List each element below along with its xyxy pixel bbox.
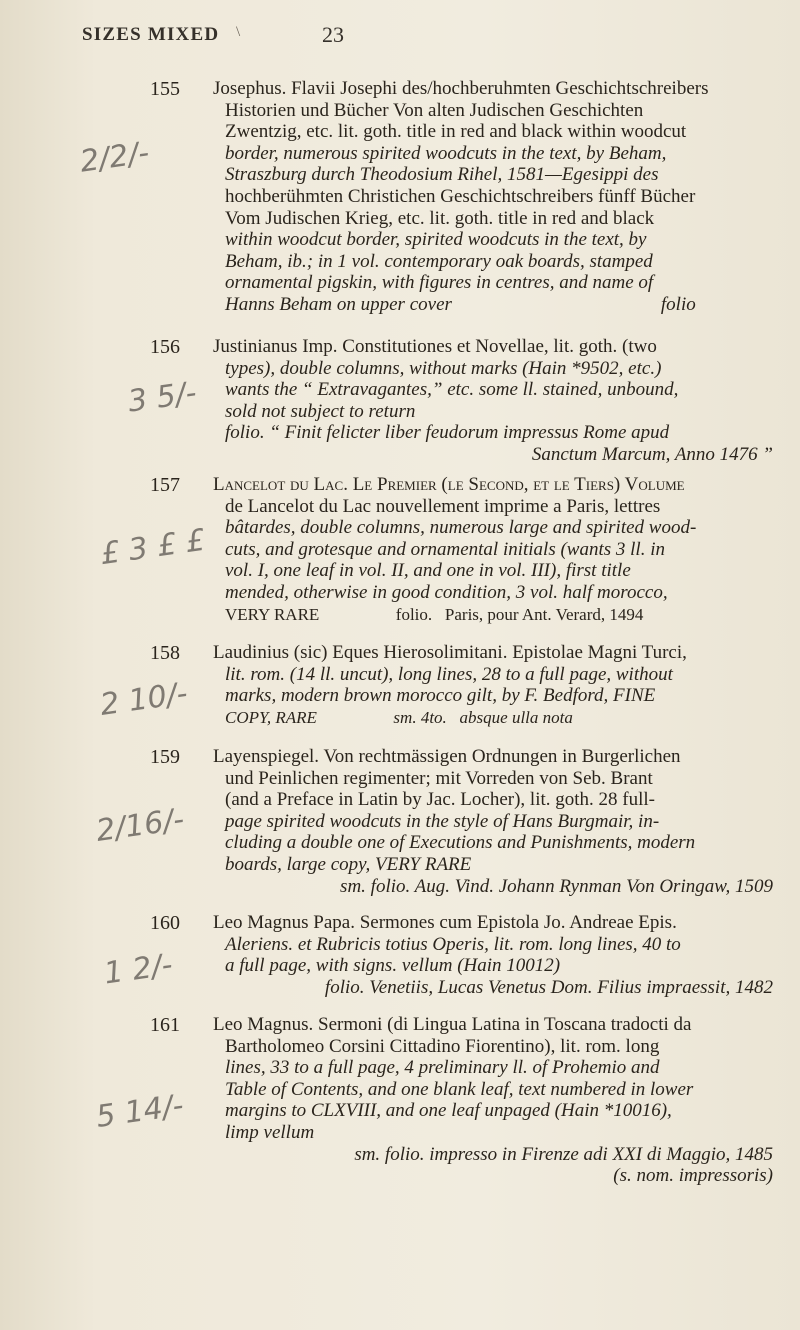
lot-line: (s. nom. impressoris) <box>613 1165 773 1187</box>
lot-description <box>213 1014 785 1187</box>
lot-line: border, numerous spirited woodcuts in the text, by Beham, <box>225 142 667 164</box>
lot-line: marks, modern brown morocco gilt, by F. Bedford, FINE <box>225 685 656 707</box>
lot-line: und Peinlichen regimenter; mit Vorreden von Seb. Brant <box>225 767 653 789</box>
lot-line: within woodcut border, spirited woodcuts in the text, by <box>225 229 647 251</box>
lot-line: folio. “ Finit felicter liber feudorum impressus Rome apud <box>225 422 670 444</box>
lot-line: mended, otherwise in good condition, 3 vol. half morocco, <box>225 581 668 603</box>
lot-line: sold not subject to return <box>225 400 416 422</box>
lot-line: Josephus. Flavii Josephi des/hochberuhmten Geschichtschreibers <box>213 78 709 99</box>
lot-number: 159 <box>150 746 180 768</box>
lot-number: 156 <box>150 336 180 358</box>
lot-line: boards, large copy, VERY RARE <box>225 853 472 875</box>
lot-line: margins to CLXVIII, and one leaf unpaged (Hain *10016), <box>225 1100 672 1122</box>
lot-description <box>213 642 785 728</box>
lot-line: Leo Magnus Papa. Sermones cum Epistola Jo. Andreae Epis. <box>213 912 677 933</box>
lot-number: 158 <box>150 642 180 664</box>
lot-line: Beham, ib.; in 1 vol. contemporary oak boards, stamped <box>225 250 653 272</box>
lot-description <box>213 78 785 316</box>
lot-line: Table of Contents, and one blank leaf, text numbered in lower <box>225 1078 694 1100</box>
lot-line: vol. I, one leaf in vol. II, and one in vol. III), first title <box>225 560 631 582</box>
lot-line: Straszburg durch Theodosium Rihel, 1581—Egesippi des <box>225 164 659 186</box>
lot-number: 157 <box>150 474 180 496</box>
lot-line: cuts, and grotesque and ornamental initials (wants 3 ll. in <box>225 538 665 560</box>
lot-line: Hanns Beham on upper cover folio <box>225 293 696 315</box>
pencil-price-annotation: £ 3 £ £ <box>98 522 207 573</box>
lot-line: sm. folio. impresso in Firenze adi XXI di Maggio, 1485 <box>354 1143 773 1165</box>
lot-line: hochberühmten Christichen Geschichtschreibers fünff Bücher <box>225 185 696 207</box>
lot-line: ornamental pigskin, with figures in centres, and name of <box>225 272 654 294</box>
lot-number: 155 <box>150 78 180 100</box>
header-mark: \ <box>236 24 241 40</box>
lot-line: lines, 33 to a full page, 4 preliminary ll. of Prohemio and <box>225 1057 660 1079</box>
lot-description <box>213 474 785 625</box>
lot-line: cluding a double one of Executions and Punishments, modern <box>225 832 696 854</box>
lot-line: Leo Magnus. Sermoni (di Lingua Latina in Toscana tradocti da <box>213 1014 692 1035</box>
lot-description <box>213 336 785 466</box>
lot-line: VERY RARE folio. Paris, pour Ant. Verard, 1494 <box>225 604 644 624</box>
page-header <box>0 12 800 52</box>
page-number: 23 <box>322 22 344 47</box>
lot-line: Vom Judischen Krieg, etc. lit. goth. title in red and black <box>225 207 655 229</box>
lot-line: de Lancelot du Lac nouvellement imprime a Paris, lettres <box>225 495 661 517</box>
pencil-price-annotation: 2/16/- <box>93 802 187 849</box>
lot-line: Historien und Bücher Von alten Judischen Geschichten <box>225 99 644 121</box>
lot-line: Laudinius (sic) Eques Hierosolimitani. Epistolae Magni Turci, <box>213 642 687 663</box>
lot-description <box>213 746 785 897</box>
lot-line: lit. rom. (14 ll. uncut), long lines, 28 to a full page, without <box>225 663 673 685</box>
lot-number: 160 <box>150 912 180 934</box>
lot-line: a full page, with signs. vellum (Hain 10012) <box>225 955 561 977</box>
pencil-price-annotation: 2/2/- <box>77 135 152 180</box>
lot-line: Sanctum Marcum, Anno 1476 ” <box>531 443 773 465</box>
lot-line: Aleriens. et Rubricis totius Operis, lit. rom. long lines, 40 to <box>225 933 681 955</box>
lot-line: Justinianus Imp. Constitutiones et Novellae, lit. goth. (two <box>213 336 657 357</box>
pencil-price-annotation: 3 5/- <box>125 375 199 420</box>
pencil-price-annotation: 5 14/- <box>93 1088 186 1135</box>
lot-line: (and a Preface in Latin by Jac. Locher), lit. goth. 28 full- <box>225 789 655 811</box>
lot-line: types), double columns, without marks (Hain *9502, etc.) <box>225 357 662 379</box>
pencil-price-annotation: 2 10/- <box>97 676 190 723</box>
lot-line: COPY, RARE sm. 4to. absque ulla nota <box>225 707 573 727</box>
running-head: SIZES MIXED <box>82 24 220 45</box>
lot-line: Layenspiegel. Von rechtmässigen Ordnungen in Burgerlichen <box>213 746 681 767</box>
lot-line: limp vellum <box>225 1121 315 1143</box>
lot-number: 161 <box>150 1014 180 1036</box>
lot-line: Lancelot du Lac. Le Premier (le Second, et le Tiers) Volume <box>213 474 685 495</box>
lot-description <box>213 912 785 998</box>
lot-line: Bartholomeo Corsini Cittadino Fiorentino), lit. rom. long <box>225 1035 660 1057</box>
pencil-price-annotation: 1 2/- <box>101 947 175 992</box>
lot-line: Zwentzig, etc. lit. goth. title in red and black within woodcut <box>225 121 687 143</box>
lot-line: bâtardes, double columns, numerous large and spirited wood- <box>225 517 697 539</box>
lot-line: wants the “ Extravagantes,” etc. some ll. stained, unbound, <box>225 379 679 401</box>
lot-line: page spirited woodcuts in the style of Hans Burgmair, in- <box>225 810 660 832</box>
lot-line: folio. Venetiis, Lucas Venetus Dom. Filius impraessit, 1482 <box>324 976 773 998</box>
lot-line: sm. folio. Aug. Vind. Johann Rynman Von Oringaw, 1509 <box>340 875 773 897</box>
